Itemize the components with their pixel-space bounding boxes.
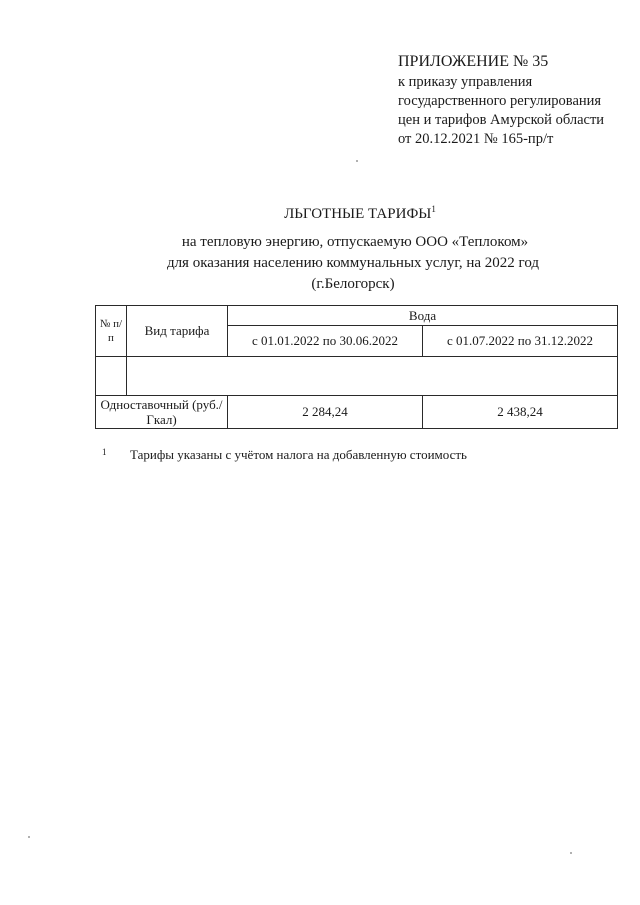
subtitle-line: для оказания населению коммунальных услуг, на 2022 год bbox=[166, 255, 540, 271]
header-period-2: с 01.07.2022 по 31.12.2022 bbox=[423, 326, 618, 357]
scan-speck bbox=[570, 852, 572, 854]
empty-cell bbox=[96, 357, 127, 396]
header-number: № п/п bbox=[96, 306, 127, 357]
table-header-row bbox=[96, 306, 618, 326]
row-value-period-2: 2 438,24 bbox=[423, 396, 618, 429]
footnote bbox=[102, 447, 467, 463]
document-title bbox=[80, 204, 640, 223]
footnote-mark: 1 bbox=[102, 447, 107, 457]
scan-speck bbox=[356, 160, 358, 162]
table-empty-row bbox=[96, 357, 618, 396]
header-tariff-type: Вид тарифа bbox=[127, 306, 228, 357]
appendix-line: к приказу управления bbox=[398, 74, 533, 90]
tariff-table bbox=[95, 305, 618, 429]
table-row bbox=[96, 396, 618, 429]
appendix-heading: ПРИЛОЖЕНИЕ № 35 bbox=[398, 53, 549, 70]
appendix-block bbox=[398, 52, 633, 149]
scan-speck bbox=[28, 836, 30, 838]
empty-cell bbox=[127, 357, 618, 396]
appendix-line: цен и тарифов Амурской области bbox=[398, 112, 605, 128]
row-tariff-type: Одноставочный (руб./Гкал) bbox=[96, 396, 228, 429]
row-value-period-1: 2 284,24 bbox=[228, 396, 423, 429]
title-block bbox=[0, 204, 640, 295]
title-text: ЛЬГОТНЫЕ ТАРИФЫ bbox=[284, 206, 432, 222]
appendix-line: государственного регулирования bbox=[398, 93, 602, 109]
title-footnote-mark: 1 bbox=[431, 204, 436, 214]
footnote-text: Тарифы указаны с учётом налога на добавленную стоимость bbox=[130, 447, 467, 462]
header-water: Вода bbox=[228, 306, 618, 326]
appendix-line: от 20.12.2021 № 165-пр/т bbox=[398, 131, 554, 147]
subtitle-line: на тепловую энергию, отпускаемую ООО «Теплоком» bbox=[181, 234, 529, 250]
header-period-1: с 01.01.2022 по 30.06.2022 bbox=[228, 326, 423, 357]
subtitle-line: (г.Белогорск) bbox=[311, 276, 395, 292]
